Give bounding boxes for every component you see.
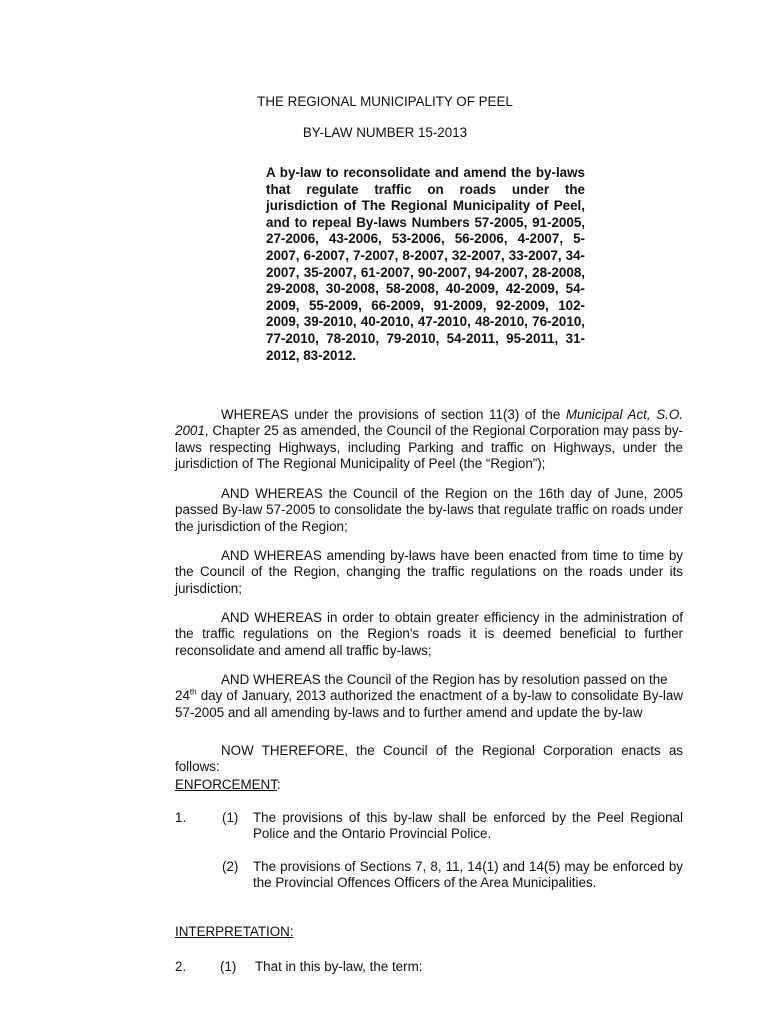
preamble-paragraph-3: AND WHEREAS amending by-laws have been enacted from time to time by the Council of the Region, changing the traffic regulations on the roads under its jurisdiction; [175,548,683,596]
preamble-paragraph-5 [175,672,683,721]
preamble-paragraph-1 [175,407,683,472]
bylaw-number: BY-LAW NUMBER 15-2013 [302,125,468,140]
section-2-sub-1-label: (1) [220,959,237,974]
enforcement-heading [175,777,281,793]
preamble-5-text-b: day of January, 2013 authorized the enactment of a by-law to consolidate By-law 57-2005 and all amending by-laws and to further amend and update the by-law [175,688,683,720]
section-1-sub-1-label: (1) [222,810,239,825]
section-2-number: 2. [175,959,187,974]
preamble-5-ordinal: th [189,687,197,697]
section-2-sub-1-text: That in this by-law, the term: [255,959,423,974]
preamble-paragraph-6: NOW THEREFORE, the Council of the Regional Corporation enacts as follows: [175,743,683,775]
preamble-5-day: 24 [175,688,190,704]
organization-name: THE REGIONAL MUNICIPALITY OF PEEL [257,94,513,109]
bylaw-title: A by-law to reconsolidate and amend the by-laws that regulate traffic on roads under the jurisdiction of The Regional Municipality of Peel, and to repeal By-laws Numbers 57-2005, 91-2005, 27-2006, 43-2006, 53-2006, 56-2006, 4-2007, 5-2007, 6-2007, 7-2007, 8-2007, 32-2007, 33-2007, 34-2007, 35-2007, 61-2007, 90-2007, 94-2007, 28-2008, 29-2008, 30-2008, 58-2008, 40-2009, 42-2009, 54-2009, 55-2009, 66-2009, 91-2009, 92-2009, 102-2009, 39-2010, 40-2010, 47-2010, 48-2010, 76-2010, 77-2010, 78-2010, 79-2010, 54-2011, 95-2011, 31-2012, 83-2012. [266,165,585,363]
preamble-paragraph-2: AND WHEREAS the Council of the Region on the 16th day of June, 2005 passed By-law 57-2005 to consolidate the by-laws that regulate traffic on roads under the jurisdiction of the Region; [175,486,683,534]
preamble-1-text-b: , Chapter 25 as amended, the Council of the Regional Corporation may pass by-laws respecting Highways, including Parking and traffic on Highways, under the jurisdiction of The Regional Municipality of Peel (the “Region”); [175,423,683,471]
preamble-1-text-a: WHEREAS under the provisions of section 11(3) of the [221,407,566,422]
preamble-paragraph-4: AND WHEREAS in order to obtain greater efficiency in the administration of the traffic regulations on the Region's roads it is deemed beneficial to further reconsolidate and amend all traffic by-laws; [175,610,683,658]
enforcement-heading-text: ENFORCEMENT [175,777,277,792]
section-1-sub-2-label: (2) [222,859,239,874]
preamble-5-text-a: AND WHEREAS the Council of the Region has by resolution passed on the [221,672,668,687]
interpretation-heading: INTERPRETATION: [175,924,294,939]
act-name: Municipal Act, S.O. 2001 [175,407,683,439]
section-1-number: 1. [175,810,187,825]
section-1-sub-1-text: The provisions of this by-law shall be enforced by the Peel Regional Police and the Ontario Provincial Police. [253,810,683,842]
section-1-sub-2-text: The provisions of Sections 7, 8, 11, 14(1) and 14(5) may be enforced by the Provincial Offences Officers of the Area Municipalities. [253,859,683,891]
enforcement-heading-colon: : [276,777,281,792]
